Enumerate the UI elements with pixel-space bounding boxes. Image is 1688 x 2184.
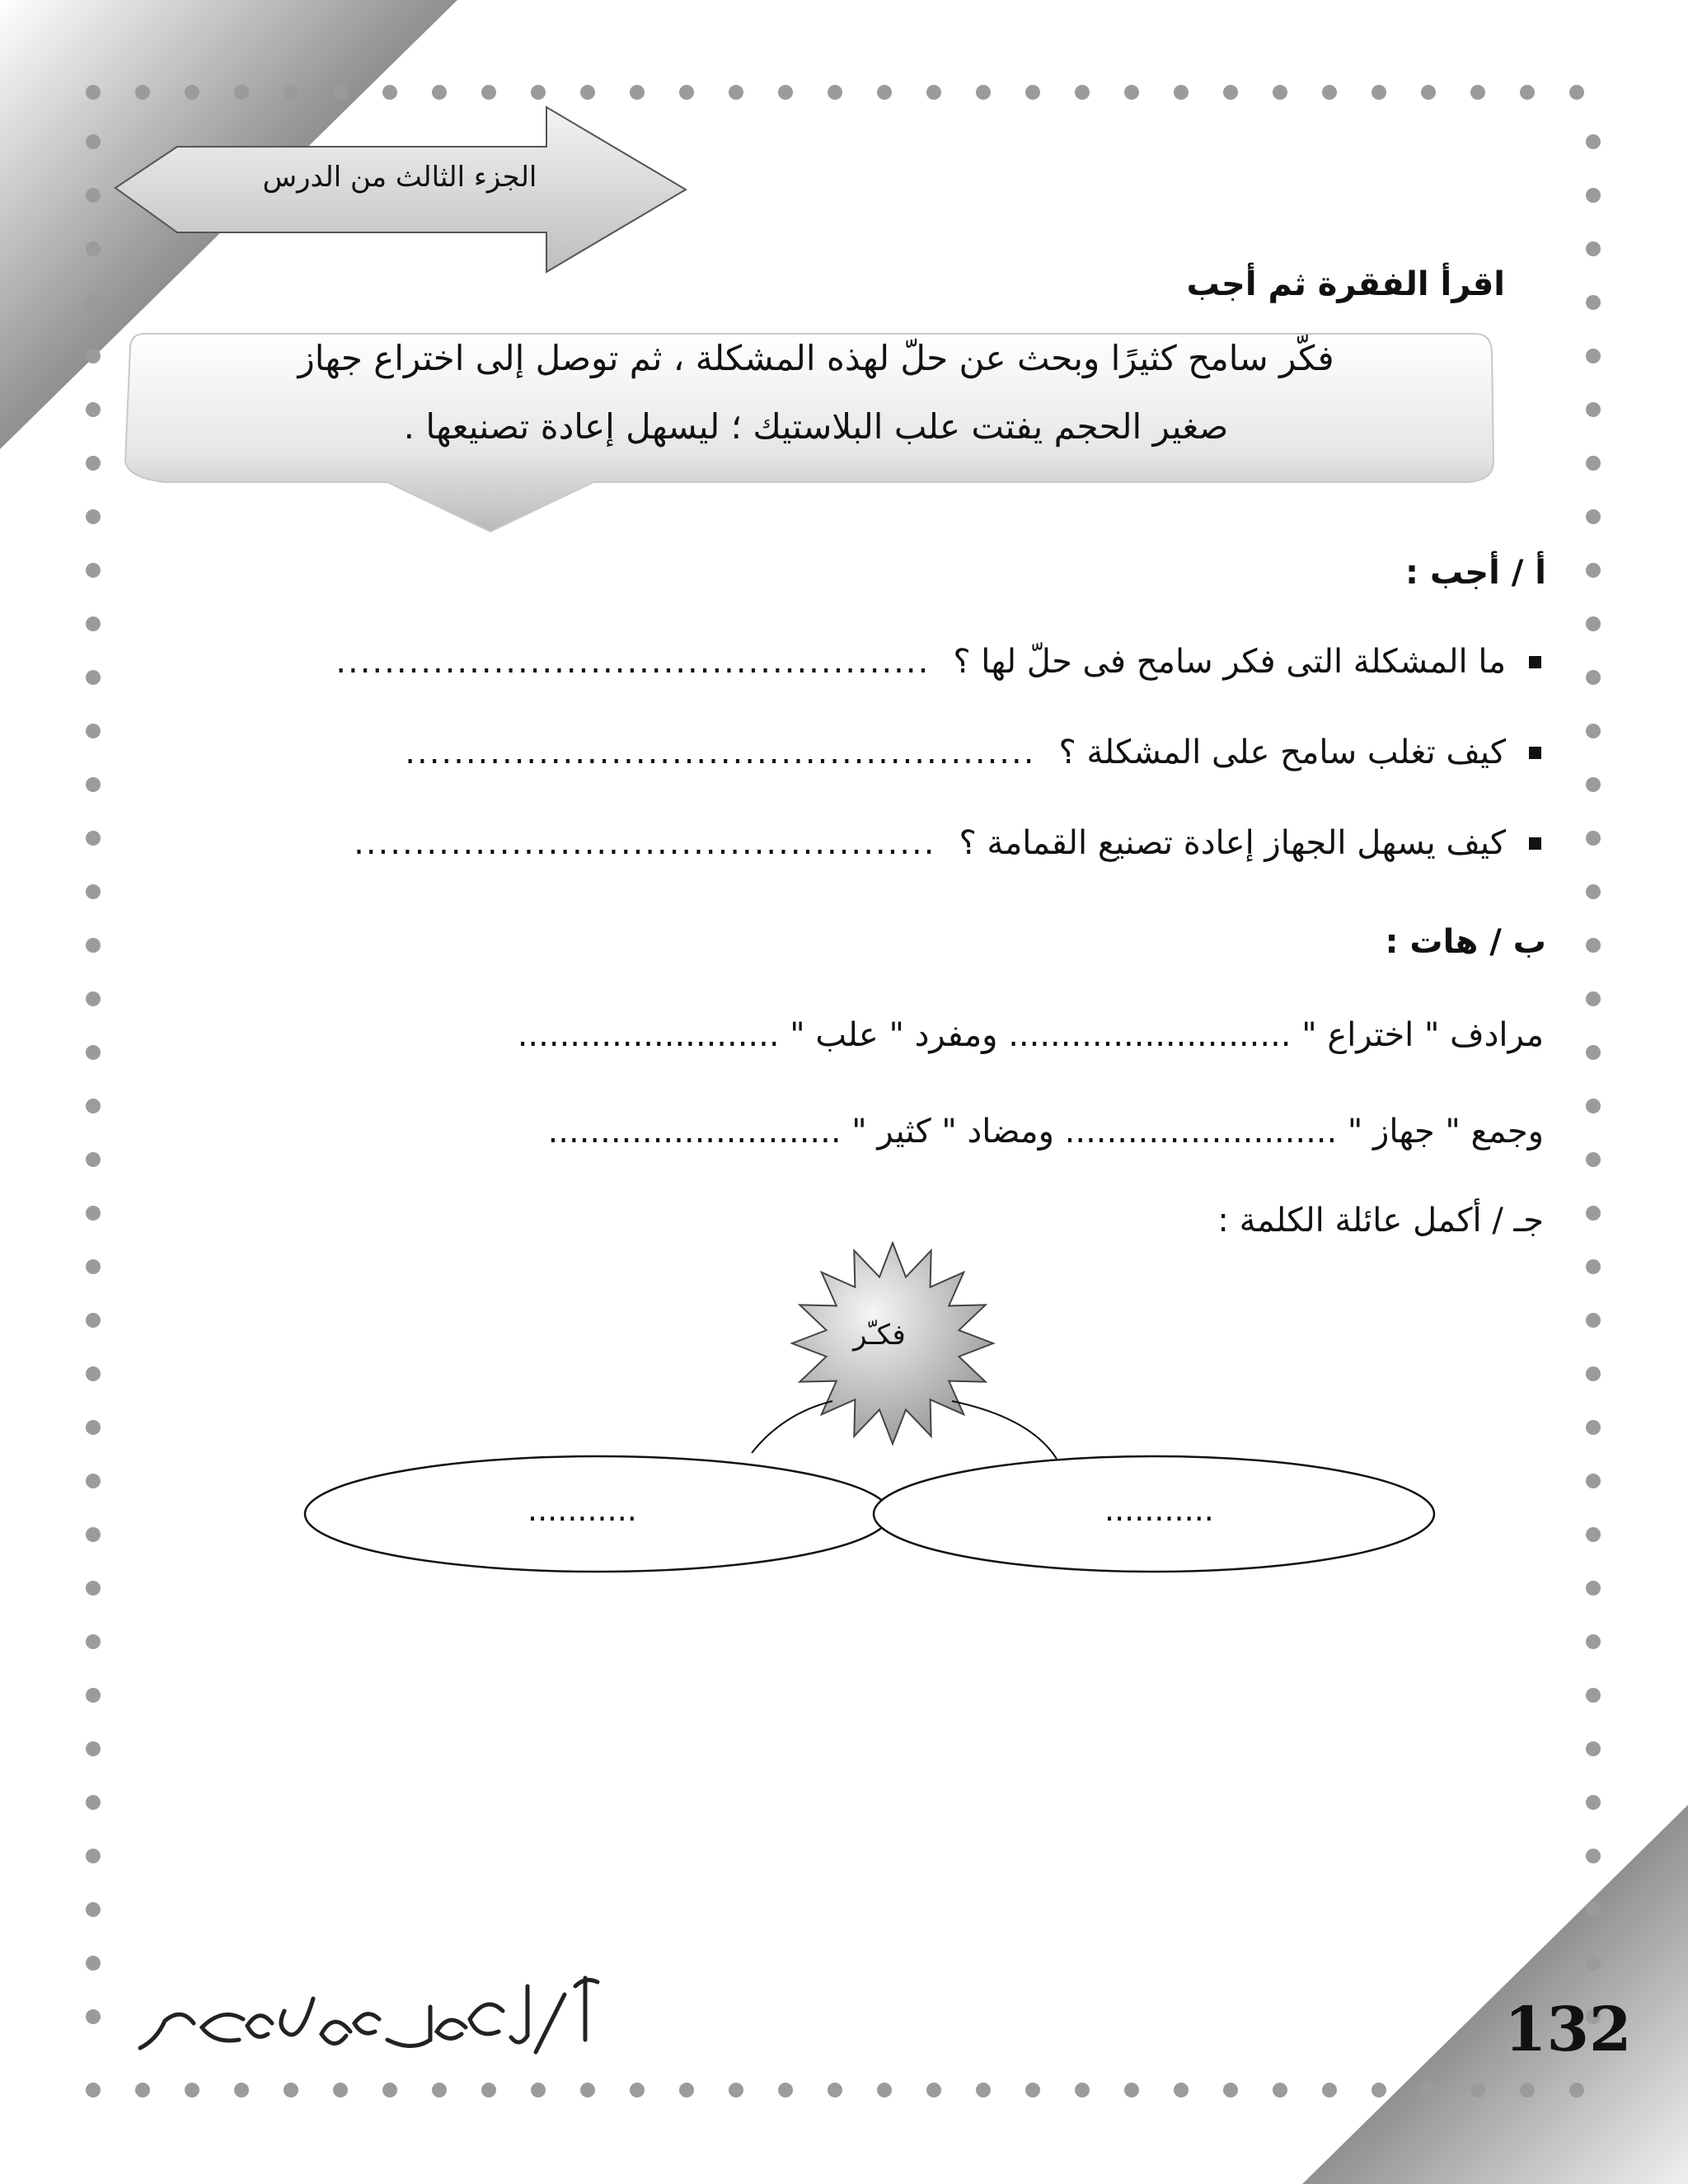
question-text: ما المشكلة التى فكر سامح فى حلّ لها ؟ (953, 643, 1506, 681)
border-dot (86, 134, 101, 149)
border-dot (234, 85, 249, 100)
border-dot (1586, 884, 1601, 899)
border-dot (1223, 2083, 1238, 2097)
border-dot (86, 991, 101, 1006)
border-dot (1586, 1956, 1601, 1971)
connector-arc-right (952, 1401, 1057, 1459)
border-dot (531, 2083, 546, 2097)
border-dot (926, 2083, 941, 2097)
center-word: فكـّر (853, 1319, 906, 1352)
border-dot (86, 884, 101, 899)
border-dot (86, 1474, 101, 1488)
border-dot (1586, 1527, 1601, 1542)
border-dot (778, 85, 793, 100)
border-dot (1586, 188, 1601, 203)
border-dot (86, 1688, 101, 1703)
border-dot (580, 85, 595, 100)
border-dot (1174, 2083, 1189, 2097)
author-signature (124, 1961, 618, 2069)
border-dot (1273, 85, 1287, 100)
border-dot (135, 85, 150, 100)
border-dot (976, 85, 991, 100)
border-dot (1586, 670, 1601, 685)
border-dot (1586, 1420, 1601, 1435)
passage-line-2: صغير الحجم يفتت علب البلاستيك ؛ ليسهل إعادة تصنيعها . (403, 406, 1229, 447)
question-row (335, 643, 1541, 681)
border-dot (1421, 85, 1436, 100)
border-dot (1586, 295, 1601, 310)
word-family-blank-left[interactable]: ........... (528, 1492, 637, 1528)
border-dot (679, 85, 694, 100)
border-dot (1075, 2083, 1090, 2097)
border-dot (1223, 85, 1238, 100)
border-dot (86, 1366, 101, 1381)
border-dot (1124, 85, 1139, 100)
border-dot (1124, 2083, 1139, 2097)
border-dot (86, 1795, 101, 1810)
border-dot (86, 456, 101, 471)
border-dot (1586, 1474, 1601, 1488)
border-dot (729, 85, 743, 100)
border-dot (1586, 1741, 1601, 1756)
border-dot (86, 1741, 101, 1756)
banner-label: الجزء الثالث من الدرس (262, 161, 537, 194)
border-dot (1586, 1366, 1601, 1381)
border-dot (828, 85, 842, 100)
border-dot (1586, 1152, 1601, 1167)
border-dot (86, 1581, 101, 1596)
border-dot (86, 1420, 101, 1435)
border-dot (86, 241, 101, 256)
border-dot (86, 1634, 101, 1649)
border-dot (234, 2083, 249, 2097)
border-dot (1586, 831, 1601, 846)
answer-blank[interactable]: ................................................. (335, 643, 931, 681)
border-dot (1586, 1259, 1601, 1274)
border-dot (1586, 241, 1601, 256)
border-dot (86, 188, 101, 203)
border-dot (1586, 456, 1601, 471)
border-dot (1586, 1581, 1601, 1596)
border-dot (86, 1259, 101, 1274)
border-dot (1075, 85, 1090, 100)
border-dot (1372, 2083, 1386, 2097)
border-dot (1586, 1849, 1601, 1863)
border-dot (976, 2083, 991, 2097)
border-dot (877, 85, 892, 100)
border-dot (86, 1099, 101, 1113)
border-dot (1586, 349, 1601, 363)
question-row (405, 733, 1541, 771)
border-dot (86, 1206, 101, 1221)
border-dot (432, 2083, 447, 2097)
border-dot (1470, 2083, 1485, 2097)
section-c-heading: جـ / أكمل عائلة الكلمة : (1217, 1202, 1544, 1240)
border-dot (1586, 938, 1601, 953)
answer-blank[interactable]: .................................................... (405, 733, 1036, 771)
border-dot (1586, 991, 1601, 1006)
instruction-heading: اقرأ الفقرة ثم أجب (1186, 265, 1505, 303)
border-dot (86, 563, 101, 578)
border-dot (630, 85, 645, 100)
border-dot (1586, 1902, 1601, 1917)
border-dot (86, 670, 101, 685)
passage-line-1: فكّر سامح كثيرًا وبحث عن حلّ لهذه المشكلة ، ثم توصل إلى اختراع جهاز (298, 338, 1334, 378)
border-dot (86, 777, 101, 792)
border-dot (1025, 85, 1040, 100)
border-dot (1586, 1313, 1601, 1328)
border-dot (86, 1045, 101, 1060)
border-dot (1586, 1045, 1601, 1060)
border-dot (86, 295, 101, 310)
border-dot (86, 831, 101, 846)
border-dot (86, 1902, 101, 1917)
border-dot (481, 85, 496, 100)
border-dot (86, 2083, 101, 2097)
border-dot (333, 85, 348, 100)
section-b-heading: ب / هات : (1385, 923, 1546, 961)
border-dot (86, 938, 101, 953)
border-dot (86, 616, 101, 631)
border-dot (1569, 85, 1584, 100)
vocab-row-1[interactable]: مرادف " اختراع " ........................... ومفرد " علب " ......................... (517, 1016, 1544, 1054)
border-dot (1174, 85, 1189, 100)
border-dot (1586, 724, 1601, 738)
border-dot (333, 2083, 348, 2097)
border-dot (778, 2083, 793, 2097)
bullet-icon (1529, 837, 1541, 850)
border-dot (382, 85, 397, 100)
border-dot (1520, 85, 1535, 100)
border-dot (185, 2083, 199, 2097)
border-dot (1586, 1206, 1601, 1221)
border-dot (86, 1849, 101, 1863)
border-dot (1025, 2083, 1040, 2097)
border-dot (1586, 402, 1601, 417)
connector-arc-left (752, 1401, 832, 1453)
border-dot (679, 2083, 694, 2097)
answer-blank[interactable]: ................................................ (354, 824, 936, 862)
border-dot (1569, 2083, 1584, 2097)
border-dot (1520, 2083, 1535, 2097)
word-family-blank-right[interactable]: ........... (1104, 1492, 1214, 1528)
border-dot (1586, 1795, 1601, 1810)
border-dot (1586, 134, 1601, 149)
border-dot (1586, 1099, 1601, 1113)
border-dot (284, 2083, 298, 2097)
border-dot (1273, 2083, 1287, 2097)
border-dot (382, 2083, 397, 2097)
border-dot (86, 402, 101, 417)
border-dot (877, 2083, 892, 2097)
border-dot (86, 724, 101, 738)
border-dot (1586, 563, 1601, 578)
border-dot (481, 2083, 496, 2097)
border-dot (86, 509, 101, 524)
bullet-icon (1529, 656, 1541, 668)
border-dot (86, 1527, 101, 1542)
border-dot (86, 1956, 101, 1971)
question-text: كيف تغلب سامح على المشكلة ؟ (1058, 733, 1506, 771)
question-text: كيف يسهل الجهاز إعادة تصنيع القمامة ؟ (959, 824, 1506, 862)
border-dot (630, 2083, 645, 2097)
border-dot (1586, 777, 1601, 792)
border-dot (1586, 616, 1601, 631)
border-dot (1470, 85, 1485, 100)
border-dot (1322, 85, 1337, 100)
border-dot (729, 2083, 743, 2097)
page-number: 132 (1504, 1994, 1632, 2065)
border-dot (86, 349, 101, 363)
border-dot (1322, 2083, 1337, 2097)
border-dot (926, 85, 941, 100)
border-dot (1586, 509, 1601, 524)
border-dot (828, 2083, 842, 2097)
border-dot (1421, 2083, 1436, 2097)
border-dot (284, 85, 298, 100)
border-dot (135, 2083, 150, 2097)
border-dot (432, 85, 447, 100)
section-a-heading: أ / أجب : (1405, 554, 1546, 592)
border-dot (86, 1152, 101, 1167)
bullet-icon (1529, 747, 1541, 759)
border-dot (86, 85, 101, 100)
border-dot (580, 2083, 595, 2097)
vocab-row-2[interactable]: وجمع " جهاز " .......................... ومضاد " كثير " ............................ (547, 1113, 1544, 1151)
border-dot (86, 2009, 101, 2024)
border-dot (185, 85, 199, 100)
border-dot (1586, 1688, 1601, 1703)
border-dot (531, 85, 546, 100)
border-dot (1372, 85, 1386, 100)
border-dot (1586, 1634, 1601, 1649)
border-dot (86, 1313, 101, 1328)
question-row (354, 824, 1541, 862)
